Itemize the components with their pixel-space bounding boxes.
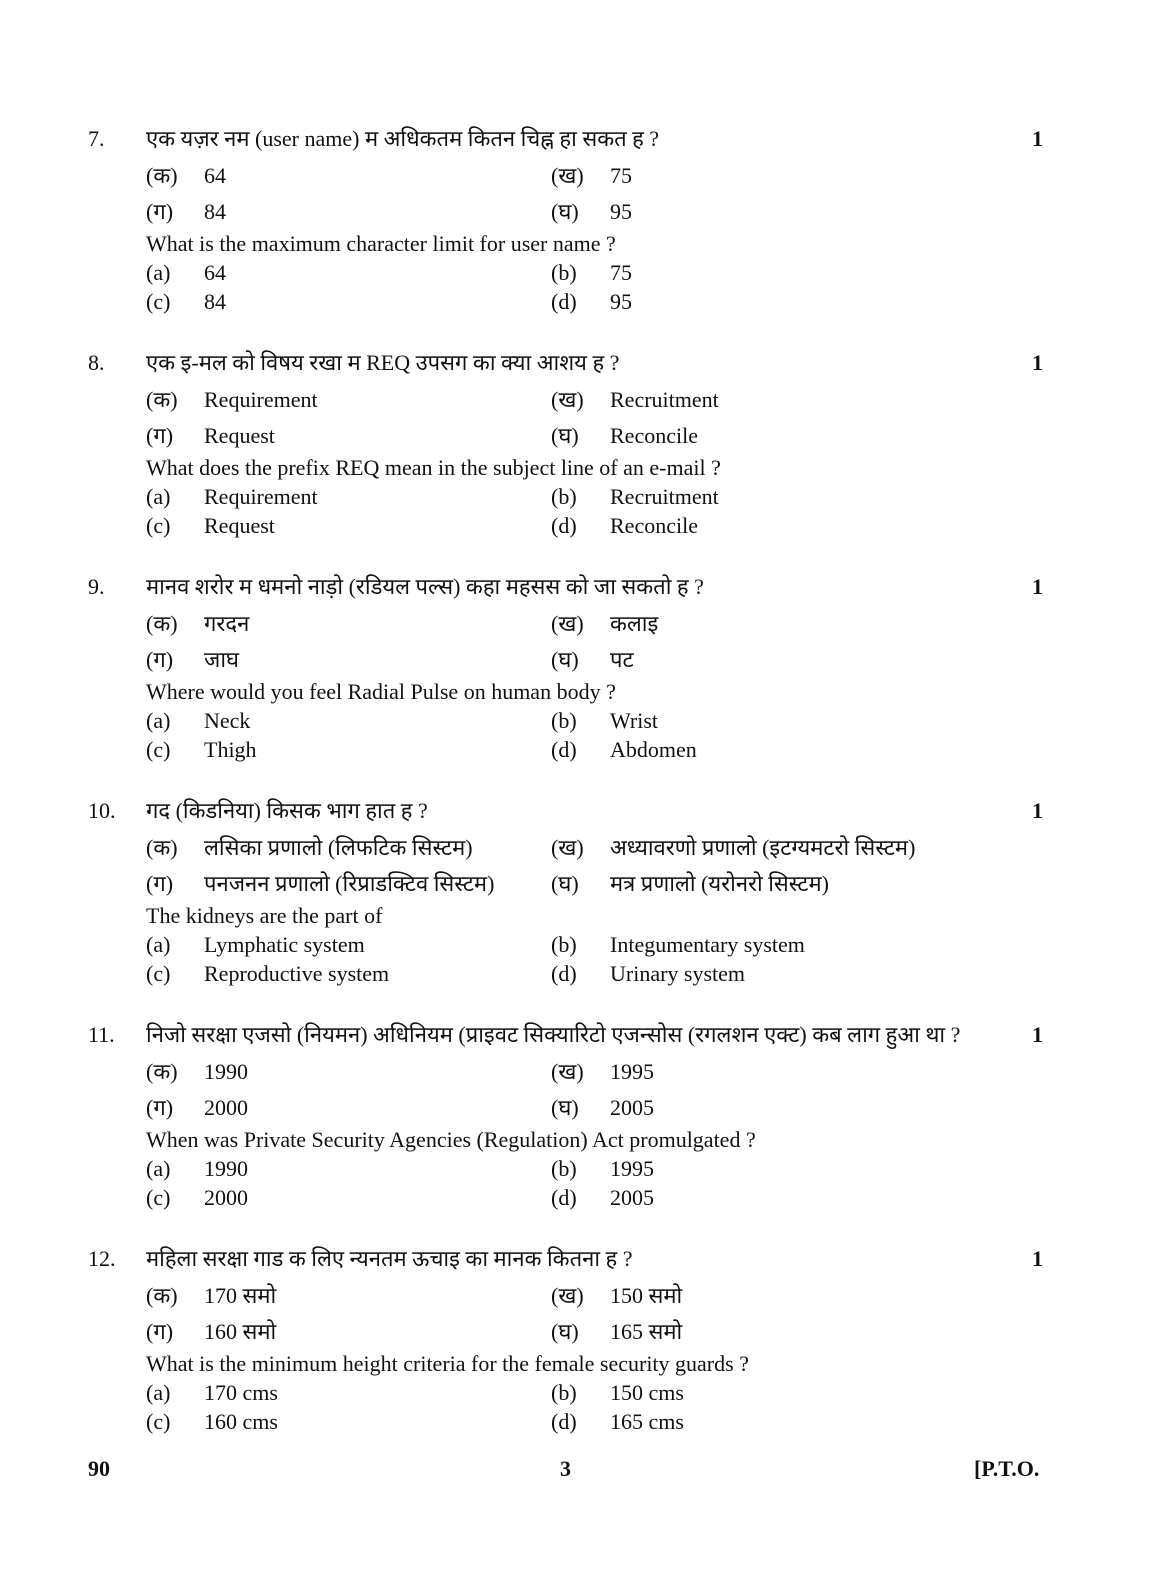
option-label-hindi: (ग) xyxy=(146,647,174,672)
option-text: 64 xyxy=(204,260,226,285)
option-label: (d) xyxy=(551,737,577,762)
option-label-hindi: (घ) xyxy=(551,199,579,224)
option-text: Requirement xyxy=(204,484,318,509)
option-label-hindi: (ग) xyxy=(146,1319,174,1344)
option-label-hindi: (ख) xyxy=(551,835,584,860)
option-text: Lymphatic system xyxy=(204,932,365,957)
option-text-hindi: 2000 xyxy=(204,1095,248,1120)
option-text-hindi: 165 समो xyxy=(610,1319,683,1344)
option-label: (d) xyxy=(551,1185,577,1210)
option-label-hindi: (ग) xyxy=(146,1095,174,1120)
option-text-hindi: 95 xyxy=(610,199,632,224)
option-text-hindi: कलाइ xyxy=(610,611,659,636)
option-label-hindi: (ग) xyxy=(146,199,174,224)
question-text-english: The kidneys are the part of xyxy=(146,903,383,928)
option-label-hindi: (घ) xyxy=(551,1319,579,1344)
option-text: 170 cms xyxy=(204,1380,278,1405)
question-text-hindi: मानव शरोर म धमनो नाड़ो (रडियल पल्स) कहा महसस को जा सकतो ह ? xyxy=(146,574,704,599)
option-text: 2005 xyxy=(610,1185,654,1210)
option-text: Urinary system xyxy=(610,961,746,986)
option-label: (d) xyxy=(551,513,577,538)
option-label-hindi: (घ) xyxy=(551,423,579,448)
option-label: (c) xyxy=(146,961,171,986)
option-text-hindi: Request xyxy=(204,423,275,448)
question-text-english: What does the prefix REQ mean in the subject line of an e-mail ? xyxy=(146,455,721,480)
option-text-hindi: गरदन xyxy=(204,611,250,636)
option-text-hindi: 84 xyxy=(204,199,226,224)
option-label-hindi: (ग) xyxy=(146,423,174,448)
option-label-hindi: (क) xyxy=(146,1283,178,1308)
option-label-hindi: (ख) xyxy=(551,611,584,636)
question-marks: 1 xyxy=(1032,126,1043,151)
question-number: 7. xyxy=(88,126,105,151)
option-label: (b) xyxy=(551,932,577,957)
option-label: (a) xyxy=(146,484,171,509)
page-number: 3 xyxy=(560,1456,571,1481)
option-text-hindi: 75 xyxy=(610,163,632,188)
option-text: Recruitment xyxy=(610,484,719,509)
option-label-hindi: (ख) xyxy=(551,1283,584,1308)
option-text: Reproductive system xyxy=(204,961,390,986)
option-text-hindi: 150 समो xyxy=(610,1283,683,1308)
option-text: Integumentary system xyxy=(610,932,805,957)
pto-note: [P.T.O. xyxy=(974,1456,1040,1481)
paper-code: 90 xyxy=(88,1456,110,1481)
option-label-hindi: (क) xyxy=(146,163,178,188)
option-text: 1990 xyxy=(204,1156,248,1181)
option-text: 150 cms xyxy=(610,1380,684,1405)
option-text: Request xyxy=(204,513,275,538)
question-marks: 1 xyxy=(1032,574,1043,599)
option-text-hindi: 2005 xyxy=(610,1095,654,1120)
option-label-hindi: (ख) xyxy=(551,1059,584,1084)
option-label: (b) xyxy=(551,260,577,285)
option-label: (d) xyxy=(551,961,577,986)
option-label-hindi: (घ) xyxy=(551,871,579,896)
option-label: (a) xyxy=(146,260,171,285)
question-text-hindi: एक इ-मल को विषय रखा म REQ उपसग का क्या आशय ह ? xyxy=(146,350,620,375)
option-label: (a) xyxy=(146,932,171,957)
option-text-hindi: जाघ xyxy=(204,647,240,672)
option-text-hindi: पट xyxy=(610,647,634,672)
option-label: (d) xyxy=(551,1409,577,1434)
option-text: Wrist xyxy=(610,708,658,733)
option-label: (a) xyxy=(146,1380,171,1405)
question-text-english: What is the maximum character limit for user name ? xyxy=(146,231,616,256)
question-text-english: Where would you feel Radial Pulse on human body ? xyxy=(146,679,616,704)
question-number: 12. xyxy=(88,1246,116,1271)
option-text: 165 cms xyxy=(610,1409,684,1434)
option-label-hindi: (क) xyxy=(146,1059,178,1084)
question-marks: 1 xyxy=(1032,1022,1043,1047)
option-text: 1995 xyxy=(610,1156,654,1181)
option-label: (b) xyxy=(551,708,577,733)
option-text: Abdomen xyxy=(610,737,697,762)
option-label: (b) xyxy=(551,1156,577,1181)
option-label: (c) xyxy=(146,1409,171,1434)
option-text: Thigh xyxy=(204,737,257,762)
question-number: 10. xyxy=(88,798,116,823)
option-text-hindi: 170 समो xyxy=(204,1283,277,1308)
question-number: 9. xyxy=(88,574,105,599)
option-text-hindi: 64 xyxy=(204,163,226,188)
option-label: (c) xyxy=(146,513,171,538)
option-text: Neck xyxy=(204,708,251,733)
option-label: (d) xyxy=(551,289,577,314)
option-text: 75 xyxy=(610,260,632,285)
option-text-hindi: 1995 xyxy=(610,1059,654,1084)
question-marks: 1 xyxy=(1032,798,1043,823)
question-text-english: When was Private Security Agencies (Regulation) Act promulgated ? xyxy=(146,1127,756,1152)
option-text-hindi: 1990 xyxy=(204,1059,248,1084)
option-text: Reconcile xyxy=(610,513,698,538)
option-text: 160 cms xyxy=(204,1409,278,1434)
question-text-english: What is the minimum height criteria for the female security guards ? xyxy=(146,1351,749,1376)
option-label: (a) xyxy=(146,708,171,733)
option-text-hindi: Requirement xyxy=(204,387,318,412)
option-text-hindi: Recruitment xyxy=(610,387,719,412)
option-label: (c) xyxy=(146,737,171,762)
option-text-hindi: पनजनन प्रणालो (रिप्राडक्टिव सिस्टम) xyxy=(204,871,495,896)
question-text-hindi: महिला सरक्षा गाड क लिए न्यनतम ऊचाइ का मानक कितना ह ? xyxy=(146,1246,633,1271)
option-text-hindi: Reconcile xyxy=(610,423,698,448)
option-label: (b) xyxy=(551,1380,577,1405)
option-label-hindi: (ख) xyxy=(551,387,584,412)
option-label-hindi: (क) xyxy=(146,835,178,860)
option-label-hindi: (क) xyxy=(146,387,178,412)
question-marks: 1 xyxy=(1032,350,1043,375)
question-number: 8. xyxy=(88,350,105,375)
option-text-hindi: अध्यावरणो प्रणालो (इटग्यमटरो सिस्टम) xyxy=(610,835,916,860)
question-text-hindi: एक यज़र नम (user name) म अधिकतम कितन चिह्न हा सकत ह ? xyxy=(146,126,660,151)
option-text-hindi: लसिका प्रणालो (लिफटिक सिस्टम) xyxy=(204,835,473,860)
option-label-hindi: (ग) xyxy=(146,871,174,896)
option-text-hindi: मत्र प्रणालो (यरोनरो सिस्टम) xyxy=(610,871,829,896)
question-text-hindi: निजो सरक्षा एजसो (नियमन) अधिनियम (प्राइवट सिक्यारिटो एजन्सोस (रगलशन एक्ट) कब लाग हुआ था ? xyxy=(146,1022,961,1047)
question-number: 11. xyxy=(88,1022,115,1047)
option-text-hindi: 160 समो xyxy=(204,1319,277,1344)
option-label: (c) xyxy=(146,1185,171,1210)
option-text: 95 xyxy=(610,289,632,314)
question-text-hindi: गद (किडनिया) किसक भाग हात ह ? xyxy=(146,798,428,823)
option-label: (c) xyxy=(146,289,171,314)
option-label-hindi: (क) xyxy=(146,611,178,636)
option-text: 84 xyxy=(204,289,226,314)
question-marks: 1 xyxy=(1032,1246,1043,1271)
option-label-hindi: (घ) xyxy=(551,647,579,672)
option-label-hindi: (ख) xyxy=(551,163,584,188)
option-label: (b) xyxy=(551,484,577,509)
option-label-hindi: (घ) xyxy=(551,1095,579,1120)
option-label: (a) xyxy=(146,1156,171,1181)
option-text: 2000 xyxy=(204,1185,248,1210)
